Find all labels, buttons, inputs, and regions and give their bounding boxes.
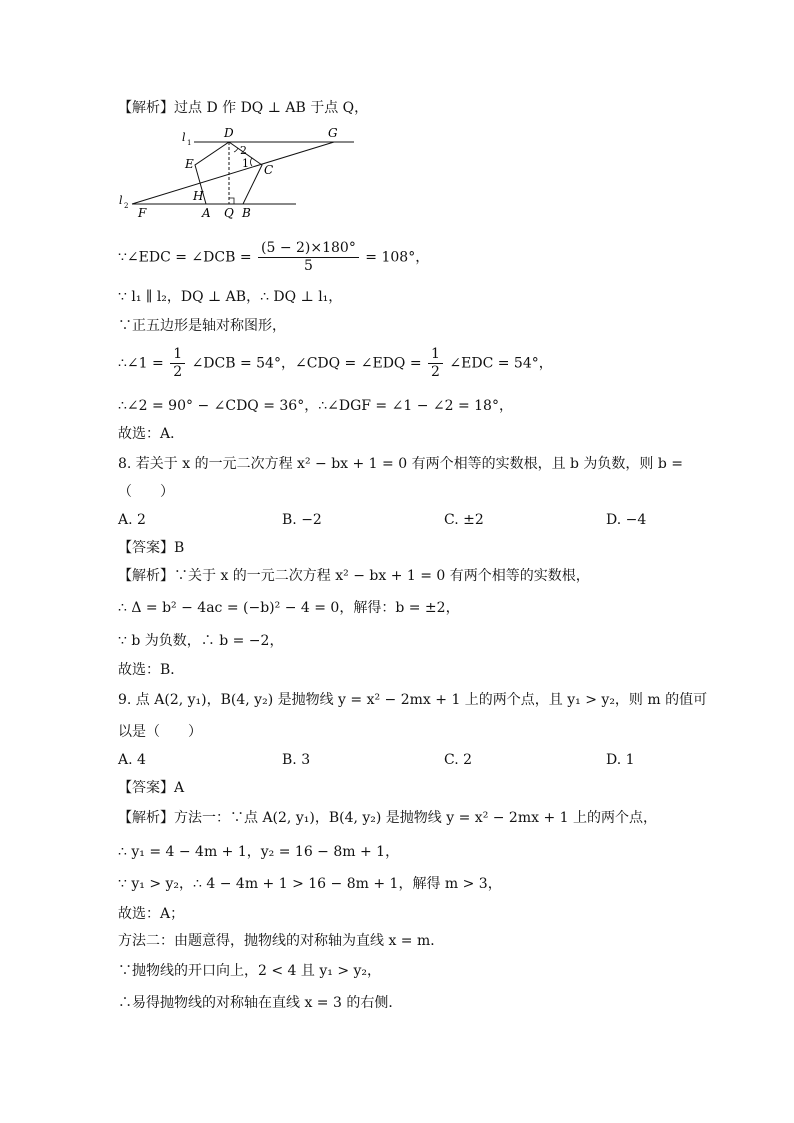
label-G: G xyxy=(328,126,338,140)
q9-analysis-line-2: ∴ y₁ = 4 − 4m + 1，y₂ = 16 − 8m + 1， xyxy=(118,844,400,860)
q7-analysis-line-6: ∴∠2 = 90° − ∠CDQ = 36°，∴∠DGF = ∠1 − ∠2 = 18°， xyxy=(118,398,513,414)
q8-analysis-line-1: 【解析】∵关于 x 的一元二次方程 x² − bx + 1 = 0 有两个相等的实数根， xyxy=(118,568,590,584)
line-FG xyxy=(132,142,334,204)
q7-analysis-line-3: ∵ l₁ ∥ l₂，DQ ⊥ AB，∴ DQ ⊥ l₁， xyxy=(118,289,343,305)
label-E: E xyxy=(185,157,194,171)
angle-arc-2 xyxy=(234,148,238,152)
q9-option-a: A. 4 xyxy=(118,752,146,768)
q9-answer: 【答案】A xyxy=(118,780,185,796)
label-C: C xyxy=(264,163,274,177)
q7-half1-den: 2 xyxy=(173,364,183,380)
pentagon-figure xyxy=(112,122,362,222)
q9-analysis-line-5: 方法二：由题意得，抛物线的对称轴为直线 x = m． xyxy=(118,933,445,949)
label-angle-1: 1 xyxy=(242,157,249,170)
q7-analysis-line-2 xyxy=(118,240,429,275)
q7-fraction-den: 5 xyxy=(303,258,313,274)
q7-half1-num: 1 xyxy=(170,346,185,364)
q9-option-b: B. 3 xyxy=(282,752,311,768)
q7-analysis-line-1: 【解析】过点 D 作 DQ ⊥ AB 于点 Q， xyxy=(118,100,369,116)
label-l2-sub: 2 xyxy=(124,202,129,210)
q9-stem-line-2: 以是（ ） xyxy=(118,724,202,740)
q9-option-c: C. 2 xyxy=(444,752,473,768)
label-l1-sub: 1 xyxy=(187,139,192,147)
q9-analysis-line-3: ∵ y₁ > y₂，∴ 4 − 4m + 1 > 16 − 8m + 1，解得 m > 3， xyxy=(118,876,502,892)
q7-line5-a: ∴∠1 = xyxy=(118,355,164,372)
label-Q: Q xyxy=(224,206,234,220)
q9-analysis-line-6: ∵抛物线的开口向上，2 < 4 且 y₁ > y₂， xyxy=(118,963,382,979)
q8-option-c: C. ±2 xyxy=(444,512,484,528)
label-H: H xyxy=(193,189,204,203)
q7-fraction-half-2 xyxy=(428,346,443,381)
label-F: F xyxy=(138,206,147,220)
q8-option-d: D. −4 xyxy=(606,512,647,528)
q7-line5-b: ∠DCB = 54°，∠CDQ = ∠EDQ = xyxy=(191,355,422,372)
q9-stem-line-1: 9. 点 A(2, y₁)，B(4, y₂) 是抛物线 y = x² − 2mx + 1 上的两个点，且 y₁ > y₂，则 m 的值可 xyxy=(118,692,708,708)
q7-line2-prefix: ∵∠EDC = ∠DCB = xyxy=(118,249,252,266)
q7-fraction-angle xyxy=(258,240,359,275)
q7-line2-suffix: = 108°， xyxy=(365,249,430,266)
label-l2: l xyxy=(119,194,123,207)
q7-fraction-num: (5 − 2)×180° xyxy=(258,240,359,258)
angle-arc-1 xyxy=(250,158,252,166)
q8-analysis-line-3: ∵ b 为负数，∴ b = −2， xyxy=(118,633,284,649)
q8-option-b: B. −2 xyxy=(282,512,322,528)
label-A: A xyxy=(202,206,211,220)
q7-analysis-line-5 xyxy=(118,346,553,381)
q7-analysis-line-7: 故选：A． xyxy=(118,426,185,442)
label-angle-2: 2 xyxy=(240,144,247,157)
q8-answer: 【答案】B xyxy=(118,540,185,556)
label-D: D xyxy=(224,126,234,140)
q7-line5-c: ∠EDC = 54°， xyxy=(449,355,553,372)
q8-stem-line-2: （ ） xyxy=(118,484,174,500)
q8-analysis-line-2: ∴ Δ = b² − 4ac = (−b)² − 4 = 0，解得：b = ±2， xyxy=(118,600,460,616)
q9-analysis-line-4: 故选：A； xyxy=(118,906,185,922)
q9-option-d: D. 1 xyxy=(606,752,635,768)
q8-stem-line-1: 8. 若关于 x 的一元二次方程 x² − bx + 1 = 0 有两个相等的实数根，且 b 为负数，则 b = xyxy=(118,456,684,472)
label-l1: l xyxy=(182,131,186,144)
q7-half2-den: 2 xyxy=(431,364,440,380)
q7-analysis-line-4: ∵正五边形是轴对称图形， xyxy=(118,318,286,334)
q7-fraction-half-1 xyxy=(170,346,185,381)
right-angle-mark xyxy=(229,198,234,204)
q9-analysis-line-1: 【解析】方法一：∵点 A(2, y₁)，B(4, y₂) 是抛物线 y = x² − 2mx + 1 上的两个点， xyxy=(118,810,657,826)
label-B: B xyxy=(242,206,251,220)
q9-analysis-line-7: ∴易得抛物线的对称轴在直线 x = 3 的右侧． xyxy=(118,995,403,1011)
q7-half2-num: 1 xyxy=(428,346,443,364)
q8-option-a: A. 2 xyxy=(118,512,146,528)
q8-analysis-line-4: 故选：B． xyxy=(118,662,185,678)
